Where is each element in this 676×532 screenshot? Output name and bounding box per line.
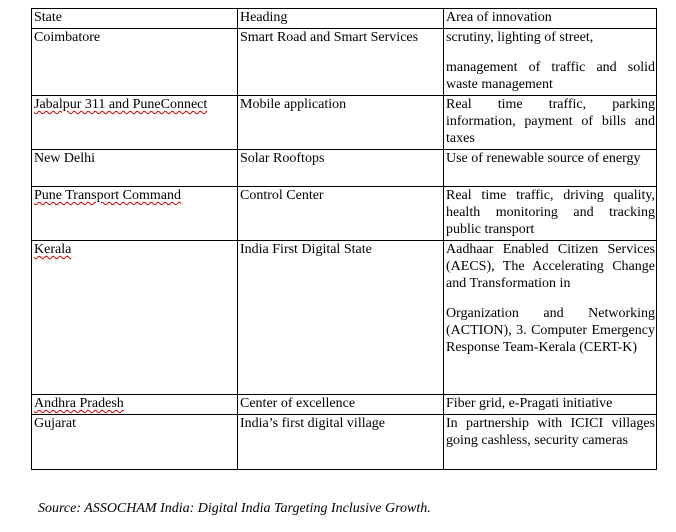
state-cell: Jabalpur 311 and PuneConnect — [32, 96, 238, 150]
innovation-paragraph: scrutiny, lighting of street, — [446, 30, 594, 45]
table-row — [32, 241, 657, 395]
table-row — [32, 395, 657, 415]
state-cell: New Delhi — [32, 150, 238, 187]
heading-cell: Solar Rooftops — [238, 150, 444, 187]
state-cell: Andhra Pradesh — [32, 395, 238, 415]
heading-cell: Control Center — [238, 187, 444, 241]
table-row — [32, 150, 657, 187]
innovation-cell: Real time traffic, parking information, payment of bills and taxes — [444, 96, 657, 150]
innovation-table — [31, 8, 657, 470]
table-row — [32, 96, 657, 150]
heading-cell: India’s first digital village — [238, 415, 444, 470]
table-row — [32, 187, 657, 241]
header-area-of-innovation: Area of innovation — [444, 9, 657, 29]
innovation-paragraph: Organization and Networking (ACTION), 3. Computer Emergency Response Team-Kerala (CERT-K) — [446, 306, 655, 355]
table-row — [32, 29, 657, 96]
innovation-cell: In partnership with ICICI villages going cashless, security cameras — [444, 415, 657, 470]
header-heading: Heading — [238, 9, 444, 29]
state-cell: Kerala — [32, 241, 238, 395]
heading-cell: Center of excellence — [238, 395, 444, 415]
innovation-paragraph: management of traffic and solid waste management — [446, 60, 655, 92]
heading-cell: Mobile application — [238, 96, 444, 150]
source-caption: Source: ASSOCHAM India: Digital India Targeting Inclusive Growth. — [38, 501, 431, 516]
state-cell: Pune Transport Command — [32, 187, 238, 241]
innovation-cell — [444, 29, 657, 96]
state-cell: Gujarat — [32, 415, 238, 470]
table-row — [32, 415, 657, 470]
heading-cell: India First Digital State — [238, 241, 444, 395]
innovation-cell — [444, 241, 657, 395]
table-header-row — [32, 9, 657, 29]
heading-cell: Smart Road and Smart Services — [238, 29, 444, 96]
state-cell: Coimbatore — [32, 29, 238, 96]
innovation-cell: Use of renewable source of energy — [444, 150, 657, 187]
innovation-paragraph: Aadhaar Enabled Citizen Services (AECS), The Accelerating Change and Transformation in — [446, 242, 655, 291]
header-state: State — [32, 9, 238, 29]
innovation-cell: Real time traffic, driving quality, health monitoring and tracking public transport — [444, 187, 657, 241]
innovation-cell: Fiber grid, e-Pragati initiative — [444, 395, 657, 415]
